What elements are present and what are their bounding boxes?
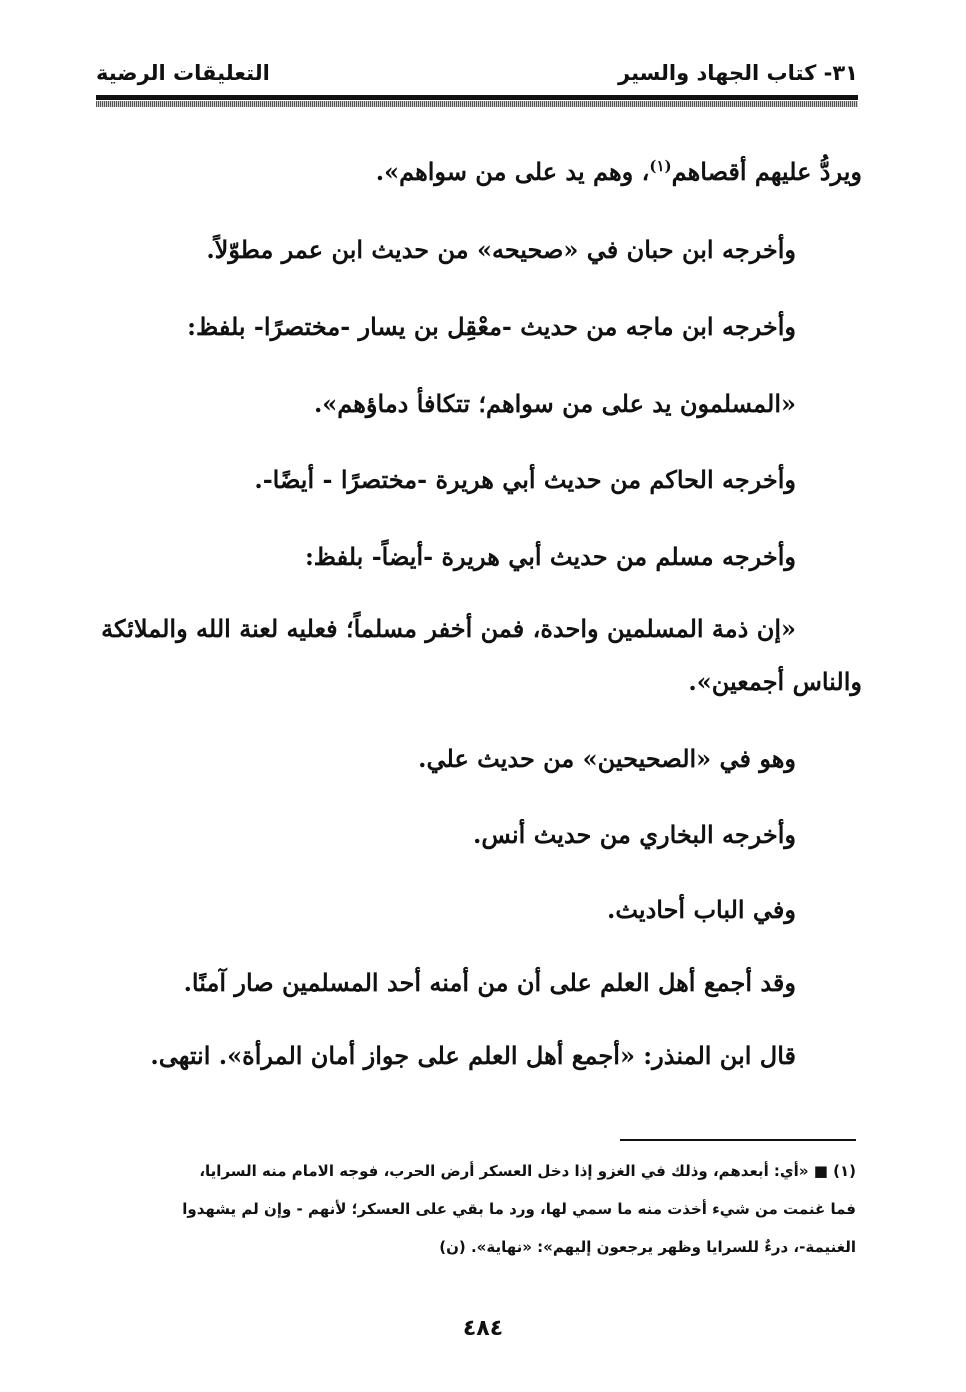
header-hatched-rule (96, 101, 858, 107)
page-header (96, 58, 858, 92)
paragraph (96, 152, 862, 192)
paragraph: وأخرجه ابن ماجه من حديث -معْقِل بن يسار -مختصرًا- بلفظ: (187, 312, 796, 341)
header-rule (96, 95, 858, 100)
paragraph: وأخرجه البخاري من حديث أنس. (473, 820, 796, 849)
footnote-line: الغنيمة-، درءٌ للسرايا وظهر يرجعون إليهم»: «نهاية». (ن) (439, 1238, 856, 1256)
paragraph-text: ويردُّ عليهم أقصاهم (671, 157, 862, 186)
paragraph: قال ابن المنذر: «أجمع أهل العلم على جواز أمان المرأة». انتهى. (150, 1041, 796, 1070)
book-title: التعليقات الرضية (96, 61, 270, 85)
paragraph-continuation: والناس أجمعين». (688, 667, 862, 696)
paragraph: وأخرجه ابن حبان في «صحيحه» من حديث ابن عمر مطوّلاً. (206, 235, 796, 264)
paragraph: وأخرجه الحاكم من حديث أبي هريرة -مختصرًا - أيضًا-. (254, 465, 796, 494)
paragraph: وأخرجه مسلم من حديث أبي هريرة -أيضاً- بلفظ: (304, 542, 796, 571)
footnote-line: (١) ■ «أي: أبعدهم، وذلك في الغزو إذا دخل العسكر أرض الحرب، فوجه الامام منه السرايا، (199, 1162, 856, 1180)
chapter-title: ٣١- كتاب الجهاد والسير (618, 61, 858, 85)
paragraph: وقد أجمع أهل العلم على أن من أمنه أحد المسلمين صار آمنًا. (183, 968, 796, 997)
footnote-reference: (١) (649, 157, 672, 175)
paragraph-text-continued: ، وهم يد على من سواهم». (375, 157, 650, 186)
footnote-separator (620, 1139, 856, 1141)
paragraph: وفي الباب أحاديث. (606, 895, 796, 924)
page-number: ٤٨٤ (462, 1316, 504, 1341)
paragraph: وهو في «الصحيحين» من حديث علي. (418, 744, 796, 773)
paragraph: «إن ذمة المسلمين واحدة، فمن أخفر مسلماً؛ فعليه لعنة الله والملائكة (101, 614, 796, 643)
footnotes (96, 1152, 856, 1266)
footnote-line: فما غنمت من شيء أخذت منه ما سمي لها، ورد ما بقي على العسكر؛ لأنهم - وإن لم يشهدوا (182, 1200, 856, 1218)
paragraph: «المسلمون يد على من سواهم؛ تتكافأ دماؤهم». (313, 389, 796, 418)
